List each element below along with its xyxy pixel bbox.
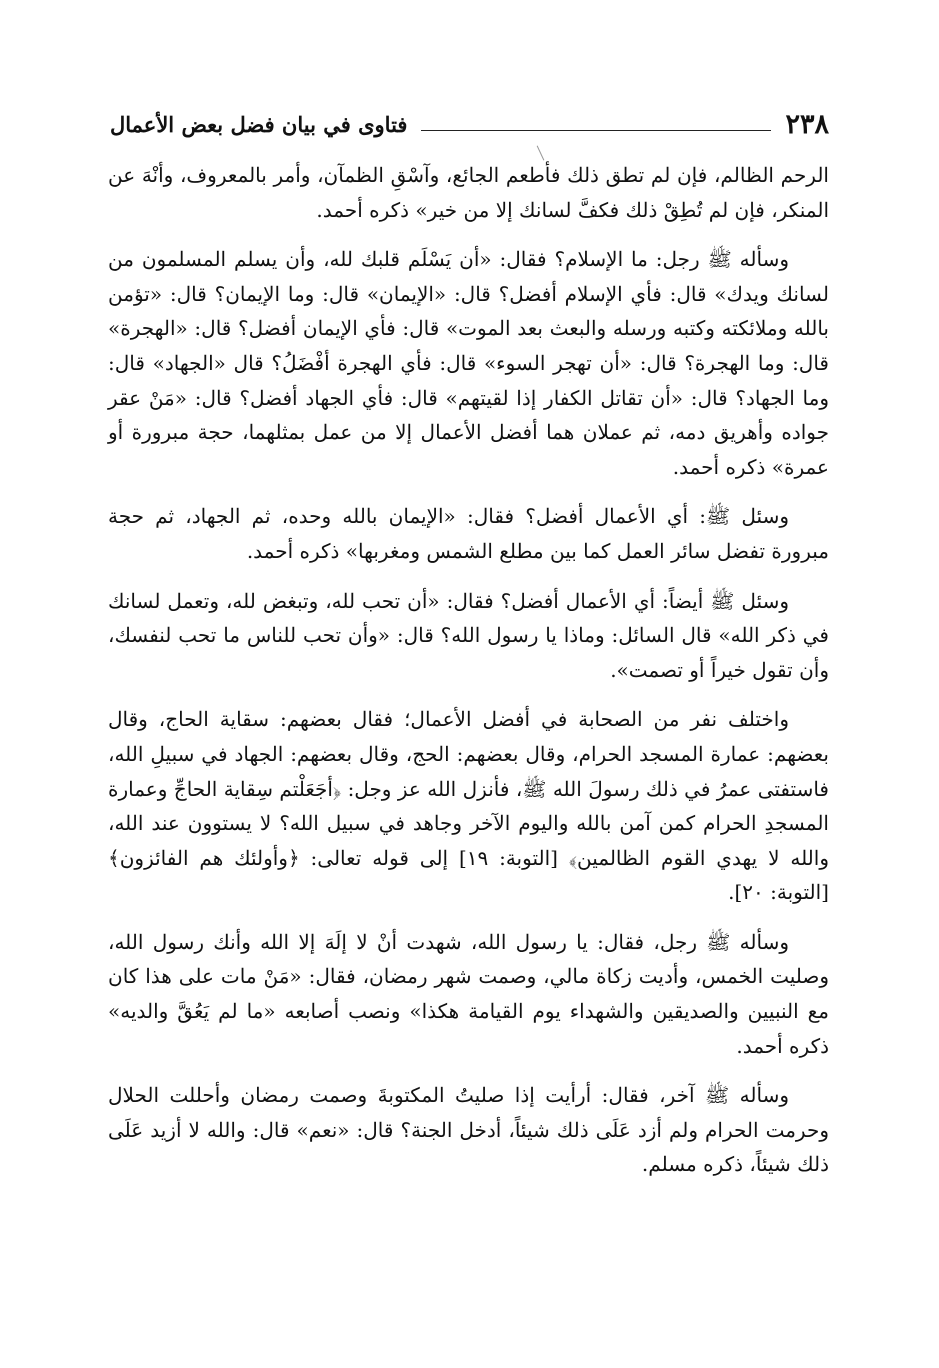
paragraph-4: وسئل ﷺ أيضاً: أي الأعمال أفضل؟ فقال: «أن تحب لله، وتبغض لله، وتعمل لسانك في ذكر الله» قال السائل: وماذا يا رسول الله؟ قال: «وأن تحب للناس ما تحب لنفسك، وأن تقول خيراً أو تصمت». <box>108 588 829 682</box>
paragraph-2: وسأله ﷺ رجل: ما الإسلام؟ فقال: «أن يَسْلَم قلبك لله، وأن يسلم المسلمون من لسانك ويدك» قال: فأي الإسلام أفضل؟ قال: «الإيمان» قال: وما الإيمان؟ قال: «تؤمن بالله وملائكته وكتبه ورسله والبعث بعد الموت» قال: فأي الإيمان أفضل؟ قال: «الهجرة» قال: وما الهجرة؟ قال: «أن تهجر السوء» قال: فأي الهجرة أفْضَلُ؟ قال «الجهاد» قال: وما الجهاد؟ قال: «أن تقاتل الكفار إذا لقيتهم» قال: فأي الجهاد أفضل؟ قال: «مَنْ عقر جواده وأهريق دمه، ثم عملان هما أفضل الأعمال إلا من عمل بمثلهما، حجة مبرورة أو عمرة» ذكره أحمد. <box>108 247 829 479</box>
paragraph-7: وسأله ﷺ آخر، فقال: أرأيت إذا صليتُ المكتوبةَ وصمت رمضان وأحللت الحلال وحرمت الحرام ولم أزد عَلَى ذلك شيئاً، أدخل الجنة؟ قال: «نعم» قال: والله لا أزيد عَلَى ذلك شيئاً، ذكره مسلم. <box>108 1083 829 1177</box>
header-rule <box>421 130 771 131</box>
page-body <box>108 158 829 1197</box>
page-header <box>110 104 829 140</box>
paragraph-3: وسئل ﷺ: أي الأعمال أفضل؟ فقال: «الإيمان بالله وحده، ثم الجهاد، ثم حجة مبرورة تفضل سائر العمل كما بين مطلع الشمس ومغربها» ذكره أحمد. <box>108 504 829 563</box>
running-title: فتاوى في بيان فضل بعض الأعمال <box>110 112 408 137</box>
page-number: ٢٣٨ <box>785 109 829 140</box>
paragraph-6: وسأله ﷺ رجل، فقال: يا رسول الله، شهدت أنْ لا إلَهَ إلا الله وأنك رسول الله، وصليت الخمس، وأديت زكاة مالي، وصمت شهر رمضان، فقال: «مَنْ مات على هذا كان مع النبيين والصديقين والشهداء يوم القيامة هكذا» ونصب أصابعه «ما لم يَعُقَّ والديه» ذكره أحمد. <box>108 929 829 1058</box>
paragraph-5: واختلف نفر من الصحابة في أفضل الأعمال؛ فقال بعضهم: سقاية الحاج، وقال بعضهم: عمارة المسجد الحرام، وقال بعضهم: الحج، وقال بعضهم: الجهاد في سبيلِ الله، فاستفتى عمرُ في ذلك رسولَ الله ﷺ، فأنزل الله عز وجل: ﴿أجَعَلْتم سِقاية الحاجِّ وعمارة المسجدِ الحرام كمن آمن بالله واليوم الآخر وجاهد في سبيل الله؟ لا يستوون عند الله، والله لا يهدي القوم الظالمين﴾ [التوبة: ١٩] إلى قوله تعالى: ﴿وأولئك هم الفائزون﴾ [التوبة: ٢٠]. <box>108 707 829 905</box>
paragraph-1: الرحم الظالم، فإن لم تطق ذلك فأطعم الجائع، وآسْقِ الظمآن، وأمر بالمعروف، وأنْهَ عن المنكر، فإن لم تُطِقْ ذلك فكفَّ لسانك إلا من خير» ذكره أحمد. <box>108 163 829 222</box>
